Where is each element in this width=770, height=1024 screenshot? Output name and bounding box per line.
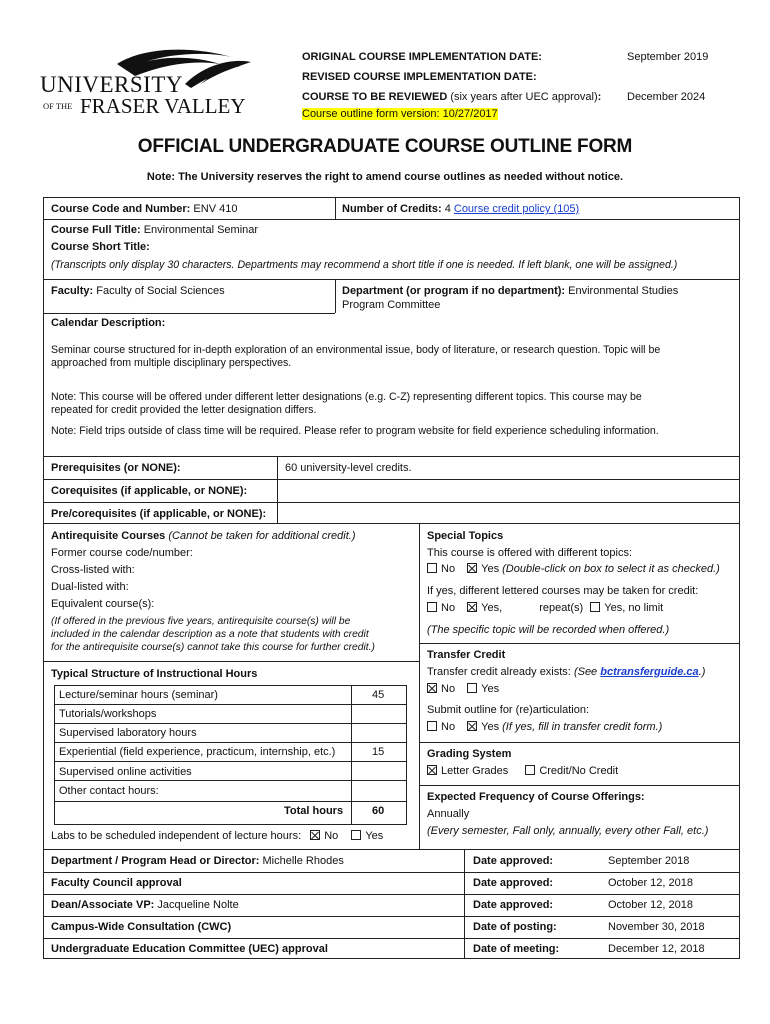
approval-row: Department / Program Head or Director: Michelle Rhodes [51,855,344,867]
bctransferguide-link[interactable]: bctransferguide.ca [600,666,699,678]
approval-date: December 12, 2018 [608,943,705,955]
antireq-cross: Cross-listed with: [51,564,135,576]
credit-no-credit-checkbox[interactable] [525,765,535,775]
frequency-label: Expected Frequency of Course Offerings: [427,791,645,803]
review-line: COURSE TO BE REVIEWED (six years after UEC approval): [302,91,602,103]
grading-label: Grading System [427,748,512,760]
department-value: Environmental Studies [568,285,679,297]
labs-line: Labs to be scheduled independent of lecture hours: No Yes [51,830,384,842]
page-note: Note: The University reserves the right to amend course outlines as needed without notice. [146,171,624,183]
labs-yes-checkbox[interactable] [351,830,361,840]
coreq-label: Corequisites (if applicable, or NONE): [51,485,248,497]
orig-impl-label: ORIGINAL COURSE IMPLEMENTATION DATE: [302,51,542,63]
hours-row-value: 15 [372,746,385,758]
special-no-checkbox[interactable] [427,563,437,573]
prereq-value: 60 university-level credits. [285,462,412,474]
calendar-p1a: Seminar course structured for in-depth exploration of an environmental issue, body of literature, or research question. Topic will be [51,344,661,356]
special-yes-checkbox[interactable] [467,563,477,573]
special-offered-options: No Yes (Double-click on box to select it as checked.) [427,562,720,576]
credit-policy-link[interactable]: Course credit policy (105) [453,203,580,215]
approval-date: September 2018 [608,855,690,867]
special-lettered-options: No Yes, repeat(s) Yes, no limit [427,601,663,615]
calendar-label: Calendar Description: [51,317,166,329]
department-value-2: Program Committee [342,299,441,311]
approval-date-label: Date approved: [473,899,554,911]
approval-date: October 12, 2018 [608,877,694,889]
lettered-nolimit-checkbox[interactable] [590,602,600,612]
calendar-p2a: Note: This course will be offered under different letter designations (e.g. C-Z) representing different topics. This course may be [51,391,642,403]
transfer-no-checkbox[interactable] [427,683,437,693]
transfer-exists: Transfer credit already exists: (See bctransferguide.ca.) [427,666,706,678]
transfer-label: Transfer Credit [427,649,506,661]
calendar-p1b: approached from multiple disciplinary perspectives. [51,357,292,369]
transfer-submit-options: No Yes (If yes, fill in transfer credit form.) [427,720,662,734]
approval-date-label: Date of posting: [473,921,557,933]
university-logo [40,44,270,124]
approval-row: Campus-Wide Consultation (CWC) [51,921,232,933]
faculty: Faculty: Faculty of Social Sciences [51,285,225,297]
antireq-note: (If offered in the previous five years, antirequisite course(s) will be included in the calendar description as a note that students with credit for the antirequisite course(s) cannot take this course for further credit.) [51,616,375,653]
total-hours-label: Total hours [284,805,344,817]
credits: Number of Credits: 4 Course credit policy (105) [342,203,580,215]
hours-row: Lecture/seminar hours (seminar) [59,689,218,701]
labs-no-checkbox[interactable] [310,830,320,840]
approval-date-label: Date of meeting: [473,943,560,955]
lettered-no-checkbox[interactable] [427,602,437,612]
hours-row: Supervised laboratory hours [59,727,197,739]
review-note: (six years after UEC approval) [450,91,598,103]
antireq-dual: Dual-listed with: [51,581,129,593]
approval-date-label: Date approved: [473,855,554,867]
review-label: COURSE TO BE REVIEWED [302,91,448,103]
full-title: Course Full Title: Environmental Seminar [51,224,259,236]
approval-date-label: Date approved: [473,877,554,889]
transfer-yes-checkbox[interactable] [467,683,477,693]
logo-of-the: OF THE [43,101,73,111]
approval-date: November 30, 2018 [608,921,705,933]
total-hours-value: 60 [372,805,385,817]
submit-yes-checkbox[interactable] [467,721,477,731]
logo-line1: UNIVERSITY [40,72,183,97]
calendar-p2b: repeated for credit provided the letter designation differs. [51,404,317,416]
submit-no-checkbox[interactable] [427,721,437,731]
calendar-p3: Note: Field trips outside of class time will be required. Please refer to program website for field experience scheduling information. [51,425,659,437]
form-version: Course outline form version: 10/27/2017 [302,108,498,120]
antireq-heading: Antirequisite Courses (Cannot be taken for additional credit.) [51,530,356,542]
prereq-label: Prerequisites (or NONE): [51,462,181,474]
special-offered: This course is offered with different topics: [427,547,633,559]
hours-label: Typical Structure of Instructional Hours [51,668,258,680]
special-recorded: (The specific topic will be recorded when offered.) [427,624,670,636]
short-title-label: Course Short Title: [51,241,150,253]
hours-row: Tutorials/workshops [59,708,157,720]
approval-row: Undergraduate Education Committee (UEC) approval [51,943,328,955]
faculty-value: Faculty of Social Sciences [96,285,225,297]
department: Department (or program if no department): Environmental Studies [342,285,679,297]
approval-row: Faculty Council approval [51,877,182,889]
transfer-submit: Submit outline for (re)articulation: [427,704,590,716]
special-topics-label: Special Topics [427,530,504,542]
page-title: OFFICIAL UNDERGRADUATE COURSE OUTLINE FORM [137,136,633,157]
revised-impl-label: REVISED COURSE IMPLEMENTATION DATE: [302,71,537,83]
transfer-exists-options: No Yes [427,682,499,696]
special-lettered: If yes, different lettered courses may be taken for credit: [427,585,699,597]
hours-row: Experiential (field experience, practicum, internship, etc.) [59,746,336,758]
short-title-note: (Transcripts only display 30 characters. Departments may recommend a short title if one is needed. If left blank, one will be assigned.) [51,259,678,271]
course-code-value: ENV 410 [193,203,238,215]
frequency-value: Annually [427,808,470,820]
approval-row: Dean/Associate VP: Jacqueline Nolte [51,899,239,911]
full-title-value: Environmental Seminar [143,224,259,236]
antireq-equivalent: Equivalent course(s): [51,598,155,610]
frequency-note: (Every semester, Fall only, annually, every other Fall, etc.) [427,825,709,837]
letter-grades-checkbox[interactable] [427,765,437,775]
credits-value: 4 [444,203,451,215]
precoreq-label: Pre/corequisites (if applicable, or NONE): [51,508,267,520]
review-value: December 2024 [627,91,706,103]
course-code: Course Code and Number: ENV 410 [51,203,238,215]
lettered-yes-checkbox[interactable] [467,602,477,612]
logo-line2: FRASER VALLEY [80,94,246,118]
antireq-former: Former course code/number: [51,547,193,559]
hours-row-value: 45 [372,689,385,701]
hours-row: Supervised online activities [59,766,192,778]
orig-impl-value: September 2019 [627,51,709,63]
grading-options: Letter Grades Credit/No Credit [427,764,618,778]
hours-row: Other contact hours: [59,785,159,797]
approval-date: October 12, 2018 [608,899,694,911]
